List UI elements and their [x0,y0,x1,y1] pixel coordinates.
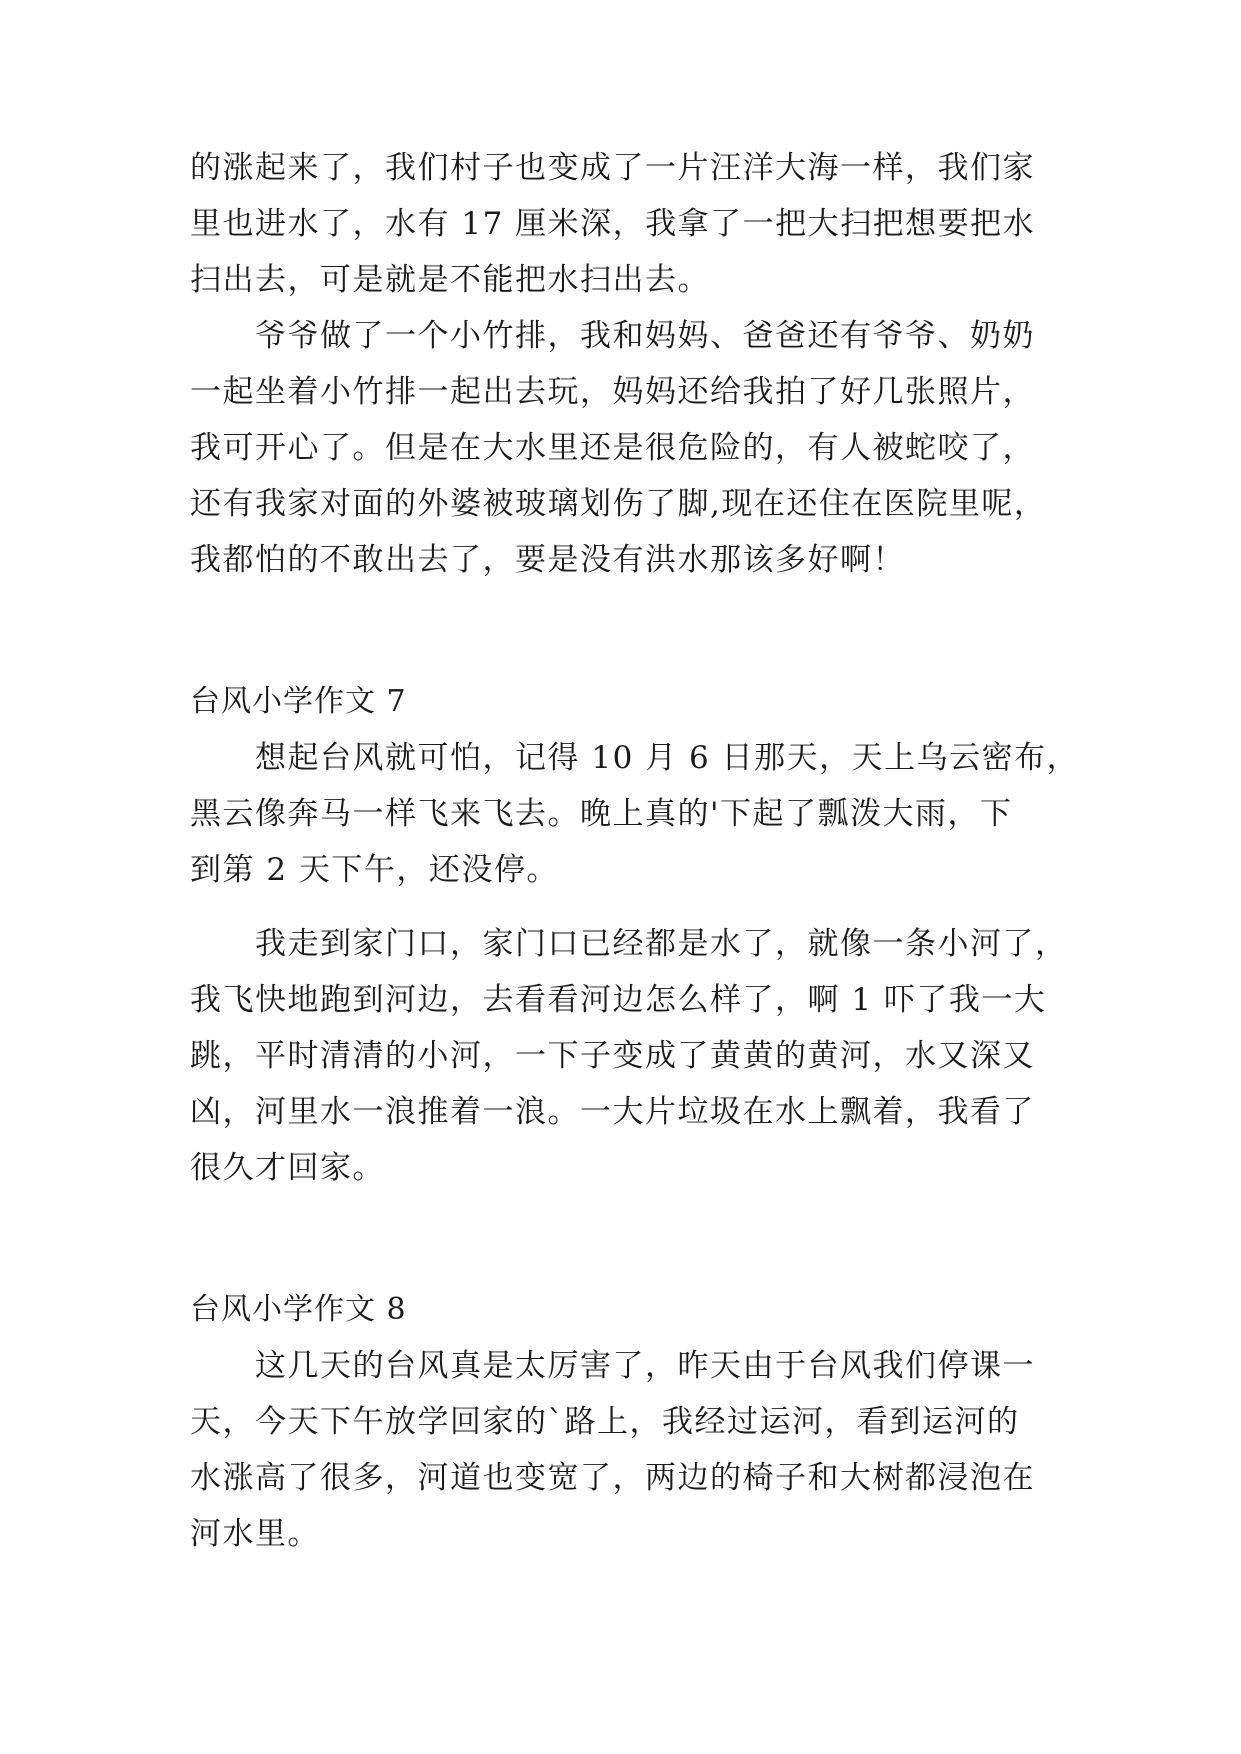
text-line: 我走到家门口，家门口已经都是水了，就像一条小河了， [190,926,1068,962]
section-heading: 台风小学作文 8 [190,1292,407,1327]
text-line: 里也进水了，水有 17 厘米深，我拿了一把大扫把想要把水 [190,206,1036,242]
text-line: 一起坐着小竹排一起出去玩，妈妈还给我拍了好几张照片， [190,374,1035,410]
text-line: 扫出去，可是就是不能把水扫出去。 [190,262,710,298]
text-line: 这几天的台风真是太厉害了，昨天由于台风我们停课一 [190,1348,1035,1384]
text-line: 还有我家对面的外婆被玻璃划伤了脚,现在还住在医院里呢， [190,486,1047,522]
text-line: 爷爷做了一个小竹排，我和妈妈、爸爸还有爷爷、奶奶 [190,318,1035,354]
text-line: 到第 2 天下午，还没停。 [190,852,559,888]
text-line: 想起台风就可怕，记得 10 月 6 日那天，天上乌云密布， [190,740,1080,776]
text-line: 黑云像奔马一样飞来飞去。晚上真的'下起了瓢泼大雨，下 [190,796,1013,832]
text-line: 跳，平时清清的小河，一下子变成了黄黄的黄河，水又深又 [190,1038,1035,1074]
text-line: 天，今天下午放学回家的`路上，我经过运河，看到运河的 [190,1404,1020,1440]
text-line: 水涨高了很多，河道也变宽了，两边的椅子和大树都浸泡在 [190,1460,1035,1496]
text-line: 凶，河里水一浪推着一浪。一大片垃圾在水上飘着，我看了 [190,1094,1035,1130]
text-line: 我都怕的不敢出去了，要是没有洪水那该多好啊！ [190,542,905,578]
text-line: 河水里。 [190,1516,320,1552]
text-line: 很久才回家。 [190,1150,385,1186]
text-line: 我可开心了。但是在大水里还是很危险的，有人被蛇咬了， [190,430,1035,466]
text-line: 我飞快地跑到河边，去看看河边怎么样了，啊 1 吓了我一大 [190,982,1047,1018]
section-heading: 台风小学作文 7 [190,684,407,719]
text-line: 的涨起来了，我们村子也变成了一片汪洋大海一样，我们家 [190,150,1035,186]
